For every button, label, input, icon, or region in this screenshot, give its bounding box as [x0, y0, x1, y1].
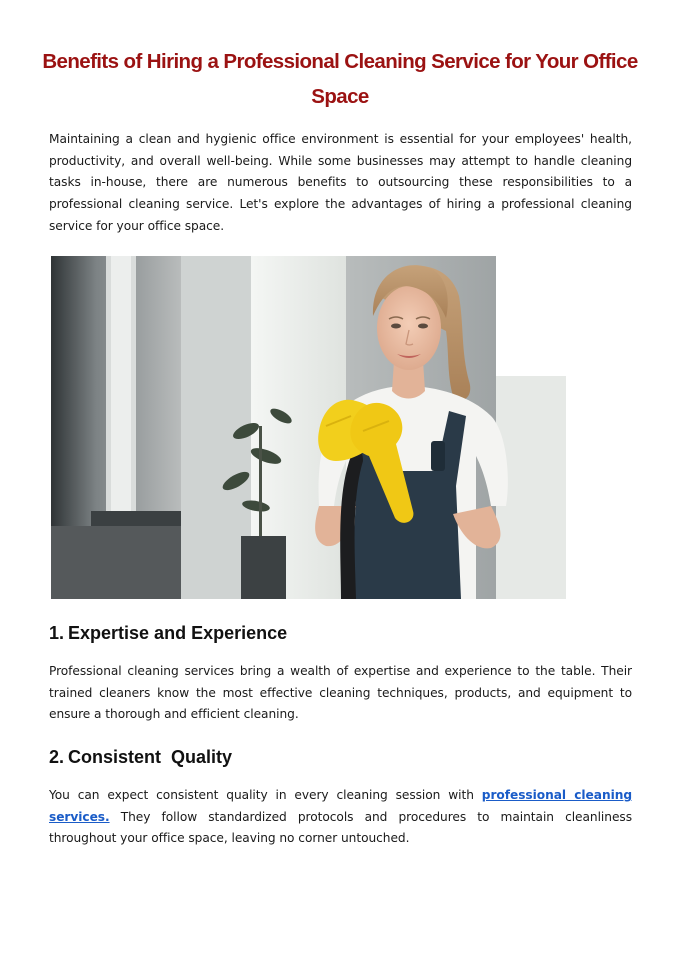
section-heading-quality — [49, 745, 232, 769]
quality-text-before: You can expect consistent quality in every cleaning session with — [49, 788, 482, 802]
section-heading-text: Expertise and Experience — [68, 623, 288, 643]
expertise-paragraph: Professional cleaning services bring a wealth of expertise and experience to the table. Their trained cleaners know the most effective cleaning techniques, products, and equipment to ensure a thorough and efficient cleaning. — [49, 664, 632, 722]
section-heading-text: Consistent Quality — [68, 747, 233, 767]
professional-cleaning-services-link[interactable]: professional cleaning services. — [49, 788, 632, 824]
cleaner-photo-illustration — [51, 256, 566, 599]
quality-paragraph — [49, 785, 632, 850]
section-number: 2. — [49, 747, 65, 767]
cleaner-photo — [51, 256, 566, 599]
intro-paragraph: Maintaining a clean and hygienic office environment is essential for your employees' health, productivity, and overall well-being. While some businesses may attempt to handle cleaning tasks in-house, there are numerous benefits to outsourcing these responsibilities to a professional cleaning service. Let's explore the advantages of hiring a professional cleaning service for your office space. — [49, 132, 632, 233]
quality-text-after: They follow standardized protocols and procedures to maintain cleanliness throughout your office space, leaving no corner untouched. — [49, 809, 632, 846]
section-heading-expertise — [49, 621, 287, 645]
section-number: 1. — [49, 623, 65, 643]
page-title: Benefits of Hiring a Professional Cleaning Service for Your Office Space — [42, 50, 638, 108]
